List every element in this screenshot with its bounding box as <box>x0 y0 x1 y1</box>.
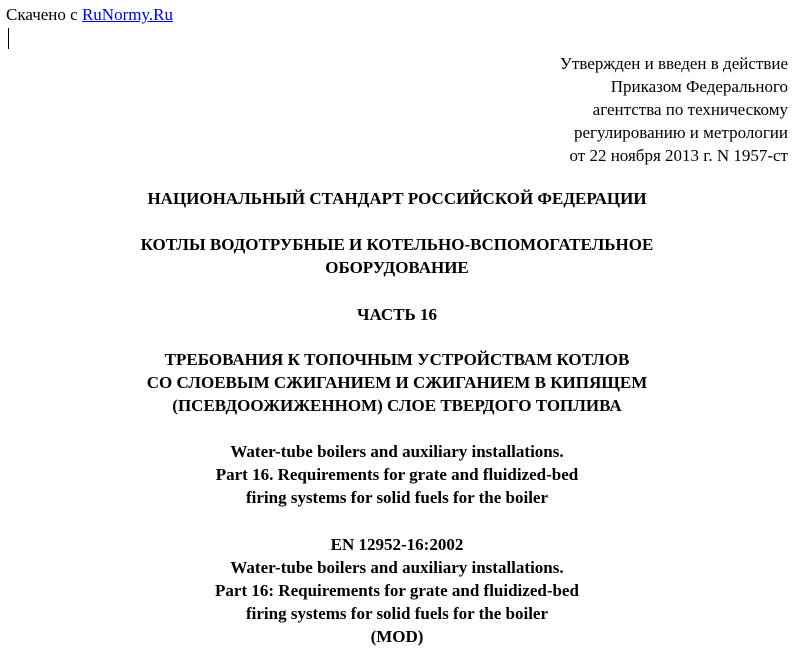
standard-type-heading <box>0 187 794 210</box>
document-title <box>0 233 794 279</box>
approval-line: агентства по техническому <box>592 100 788 119</box>
subtitle-line: ТРЕБОВАНИЯ К ТОПОЧНЫМ УСТРОЙСТВАМ КОТЛОВ <box>164 350 630 369</box>
subtitle-line: (ПСЕВДООЖИЖЕННОМ) СЛОЕ ТВЕРДОГО ТОПЛИВА <box>172 396 622 415</box>
approval-line: от 22 ноября 2013 г. N 1957-ст <box>569 146 788 165</box>
en-standard-reference <box>0 533 794 648</box>
approval-line: Утвержден и введен в действие <box>559 54 788 73</box>
english-title-line: Water-tube boilers and auxiliary installations. <box>230 442 564 461</box>
part-text: ЧАСТЬ 16 <box>356 305 437 324</box>
approval-line: регулированию и метрологии <box>573 123 788 142</box>
en-standard-line: Water-tube boilers and auxiliary installations. <box>230 558 564 577</box>
en-standard-line: firing systems for solid fuels for the boiler <box>245 604 549 623</box>
title-line: ОБОРУДОВАНИЕ <box>325 258 469 277</box>
english-title <box>0 440 794 509</box>
source-prefix: Скачено с <box>6 5 82 24</box>
en-standard-line: Part 16: Requirements for grate and fluidized-bed <box>215 581 579 600</box>
approval-block <box>560 52 788 167</box>
english-title-line: Part 16. Requirements for grate and fluidized-bed <box>215 465 579 484</box>
approval-line: Приказом Федерального <box>610 77 788 96</box>
document-subtitle <box>0 348 794 417</box>
part-heading <box>0 303 794 326</box>
title-line: КОТЛЫ ВОДОТРУБНЫЕ И КОТЕЛЬНО-ВСПОМОГАТЕЛЬНОЕ <box>140 235 654 254</box>
standard-type-text: НАЦИОНАЛЬНЫЙ СТАНДАРТ РОССИЙСКОЙ ФЕДЕРАЦИИ <box>147 189 647 208</box>
english-title-line: firing systems for solid fuels for the boiler <box>245 488 549 507</box>
en-standard-line: EN 12952-16:2002 <box>330 535 464 554</box>
subtitle-line: СО СЛОЕВЫМ СЖИГАНИЕМ И СЖИГАНИЕМ В КИПЯЩЕМ <box>146 373 648 392</box>
text-cursor <box>8 28 9 49</box>
source-line <box>6 5 173 25</box>
source-link[interactable]: RuNormy.Ru <box>81 5 173 24</box>
en-standard-line: (MOD) <box>370 627 424 646</box>
